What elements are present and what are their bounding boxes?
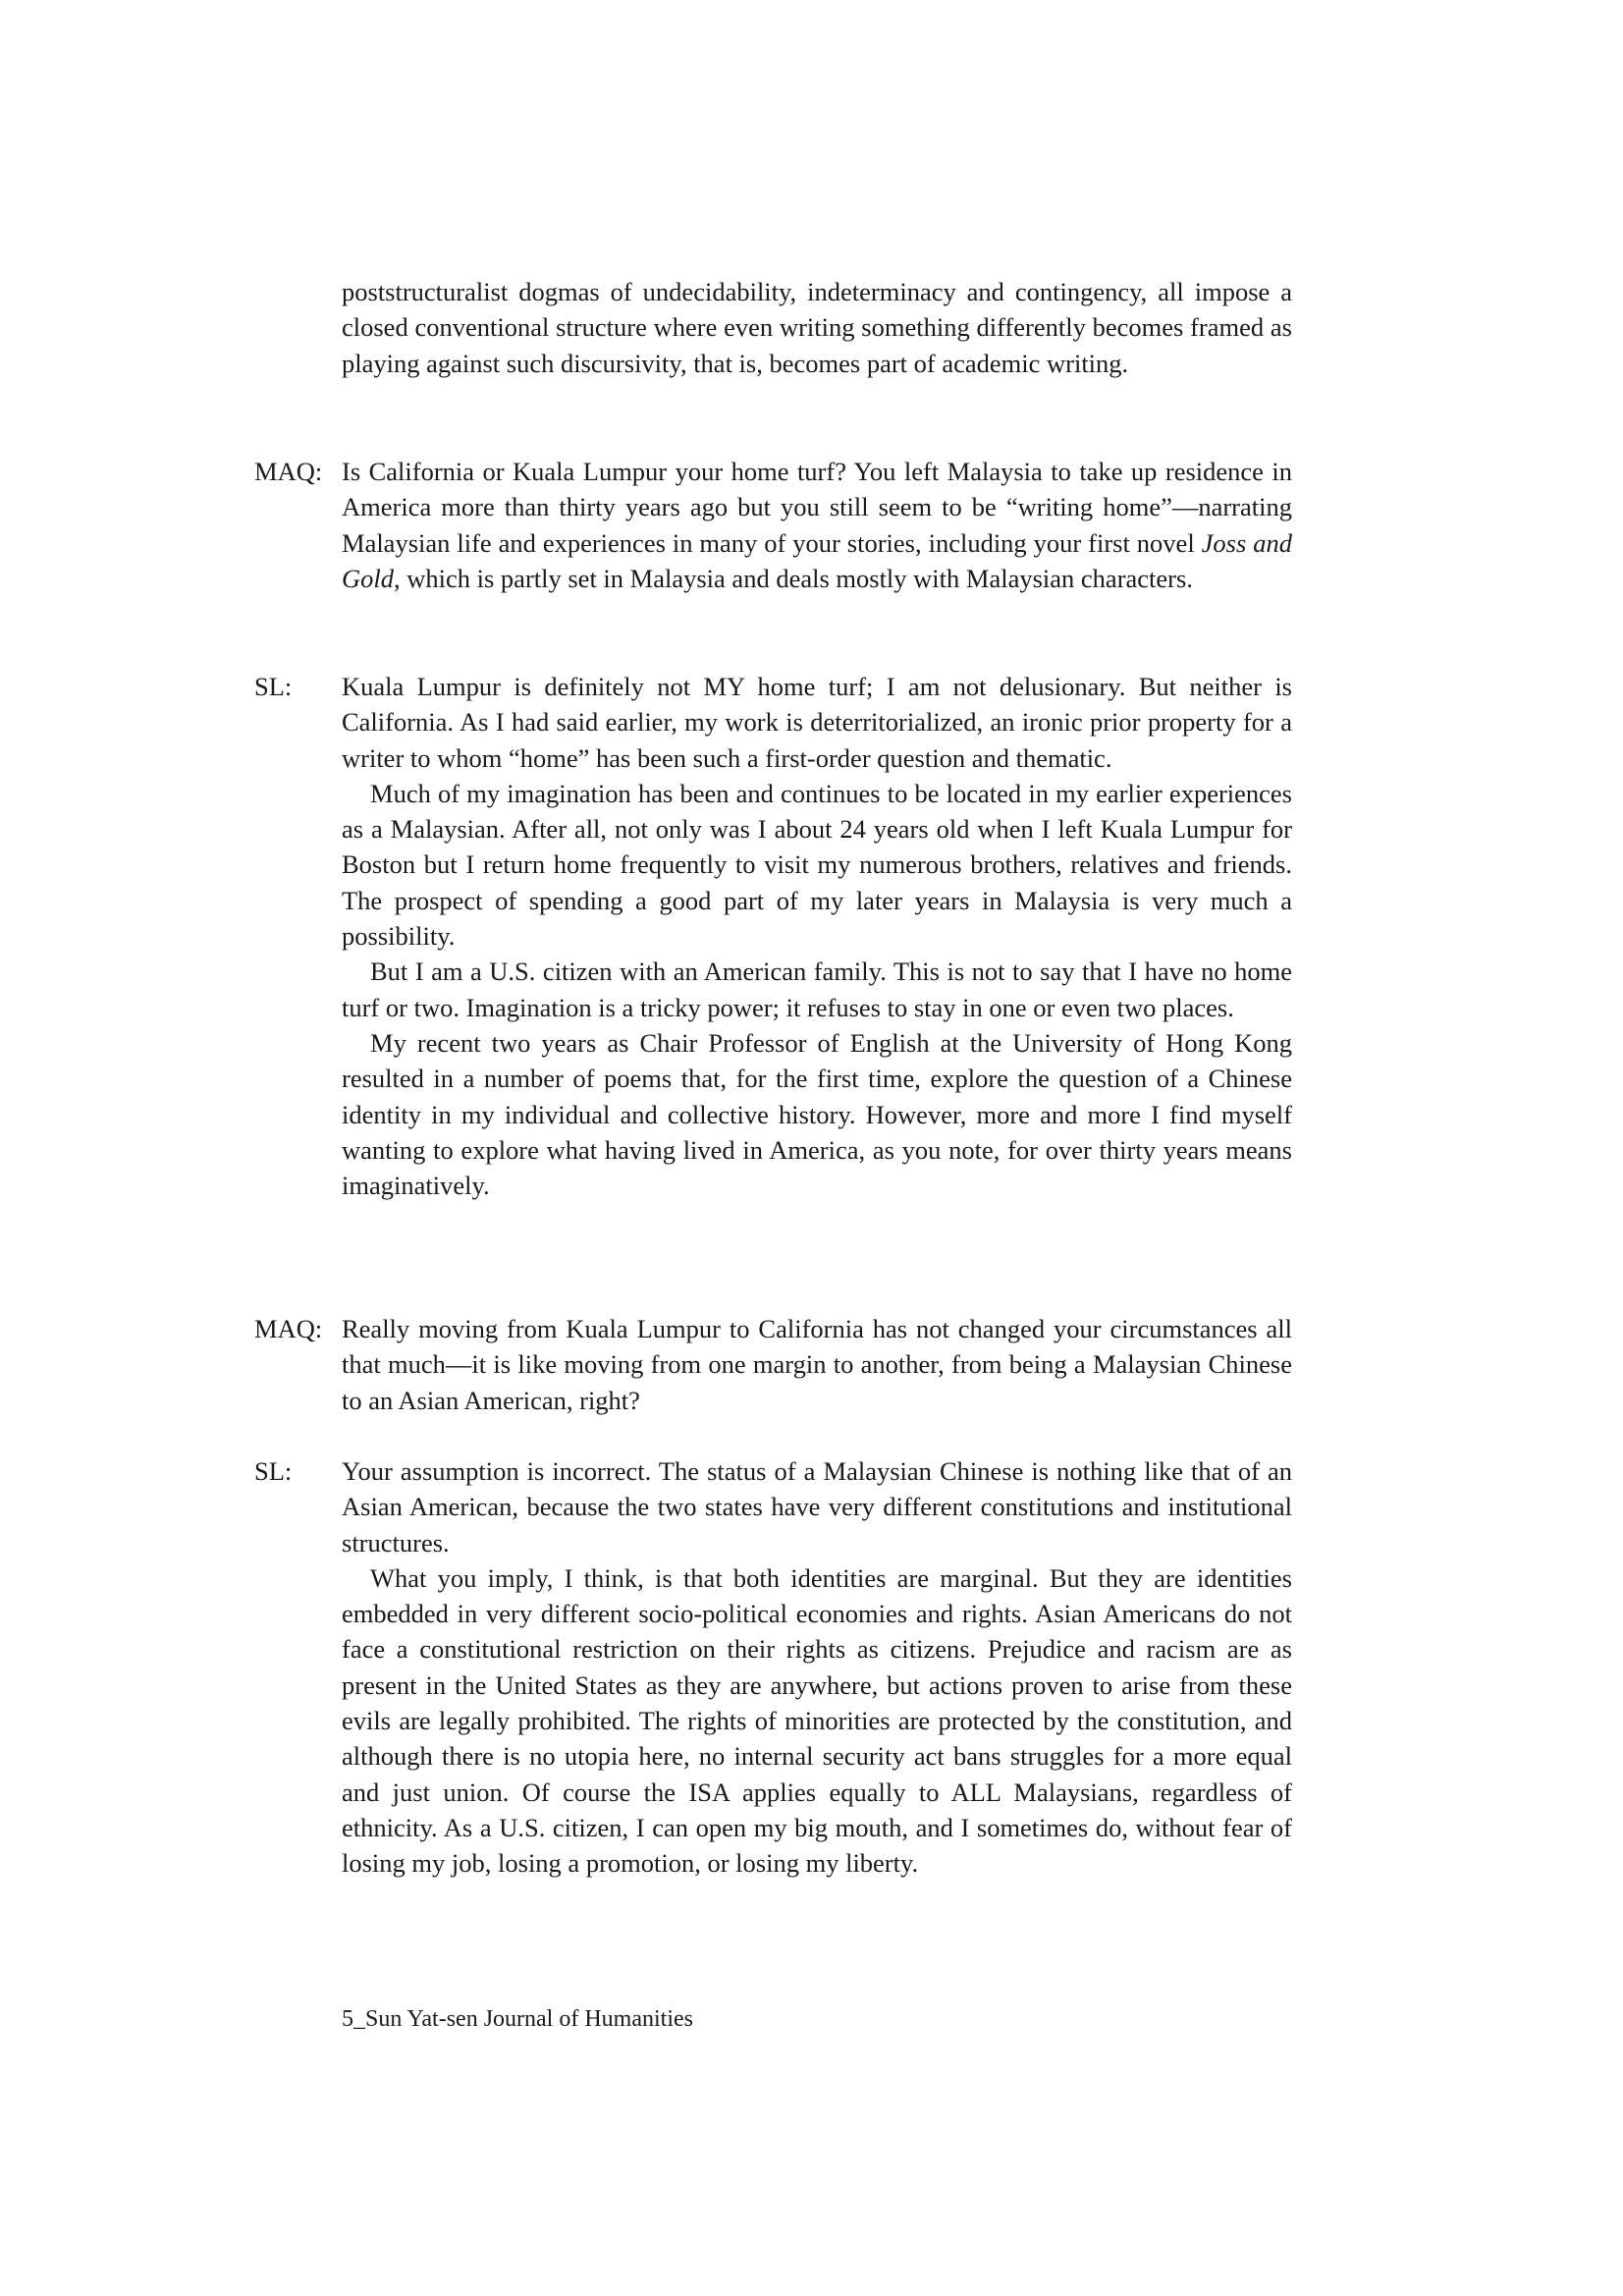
intro-paragraph [342, 274, 1292, 381]
speaker-label: SL: [254, 1456, 293, 1486]
entry-paragraph: My recent two years as Chair Professor of English at the University of Hong Kong resulted in a number of poems that, for the first time, explore the question of a Chinese identity in my individual and collective history. However, more and more I find myself wanting to explore what having lived in America, as you note, for over thirty years means imaginatively. [342, 1027, 1292, 1201]
page-footer: 5_Sun Yat-sen Journal of Humanities [342, 2006, 693, 2032]
intro-text: poststructuralist dogmas of undecidability, indeterminacy and contingency, all impose a closed conventional structure where even writing something differently becomes framed as playing against such discursivity, that is, becomes part of academic writing. [342, 277, 1292, 378]
interview-entry-maq-1 [254, 454, 1292, 596]
book-title: Joss and Gold [342, 527, 1292, 593]
speaker-label: MAQ: [254, 1314, 323, 1343]
entry-paragraph: Much of my imagination has been and continues to be located in my earlier experiences as a Malaysian. After all, not only was I about 24 years old when I left Kuala Lumpur for Boston but I return home frequently to visit my numerous brothers, relatives and friends. The prospect of spending a good part of my later years in Malaysia is very much a possibility. [342, 778, 1292, 952]
interview-entry-sl-2 [254, 1453, 1292, 1882]
entry-paragraph: Kuala Lumpur is definitely not MY home turf; I am not delusionary. But neither is California. As I had said earlier, my work is deterritorialized, an ironic prior property for a writer to whom “home” has been such a first-order question and thematic. [342, 672, 1292, 773]
speaker-label: SL: [254, 672, 293, 701]
entry-paragraph: What you imply, I think, is that both identities are marginal. But they are identities embedded in very different socio-political economies and rights. Asian Americans do not face a constitutional restriction on their rights as citizens. Prejudice and racism are as present in the United States as they are anywhere, but actions proven to arise from these evils are legally prohibited. The rights of minorities are protected by the constitution, and although there is no utopia here, no internal security act bans struggles for a more equal and just union. Of course the ISA applies equally to ALL Malaysians, regardless of ethnicity. As a U.S. citizen, I can open my big mouth, and I sometimes do, without fear of losing my job, losing a promotion, or losing my liberty. [342, 1562, 1292, 1879]
entry-paragraph: Your assumption is incorrect. The status of a Malaysian Chinese is nothing like that of an Asian American, because the two states have very different constitutions and institutional structures. [342, 1456, 1292, 1558]
entry-paragraph: Really moving from Kuala Lumpur to California has not changed your circumstances all that much—it is like moving from one margin to another, from being a Malaysian Chinese to an Asian American, right? [342, 1314, 1292, 1415]
entry-paragraph: But I am a U.S. citizen with an American family. This is not to say that I have no home turf or two. Imagination is a tricky power; it refuses to stay in one or even two places. [342, 957, 1292, 1022]
paragraph-text: Is California or Kuala Lumpur your home turf? You left Malaysia to take up residence in America more than thirty years ago but you still seem to be “writing home”—narrating Malaysian life and experiences in many of your stories, including your first novel [342, 457, 1292, 558]
entry-paragraph [342, 454, 1292, 596]
speaker-label: MAQ: [254, 457, 323, 486]
interview-entry-maq-2 [254, 1311, 1292, 1418]
interview-entry-sl-1 [254, 669, 1292, 1203]
paragraph-text: , which is partly set in Malaysia and deals mostly with Malaysian characters. [394, 563, 1193, 593]
